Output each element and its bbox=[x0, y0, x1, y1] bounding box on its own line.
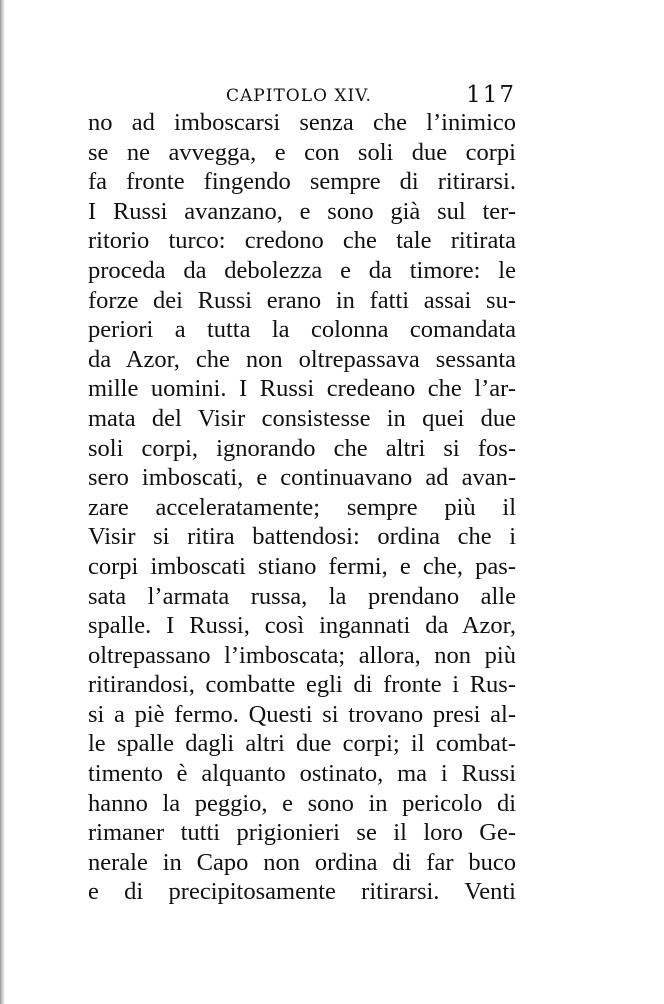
text-line: rimaner tutti prigionieri se il loro Ge- bbox=[88, 819, 516, 847]
text-line: timento è alquanto ostinato, ma i Russi bbox=[88, 760, 516, 788]
text-line: ritorio turco: credono che tale ritirata bbox=[88, 227, 516, 255]
text-line: sata l’armata russa, la prendano alle bbox=[88, 582, 516, 610]
text-line: fa fronte fingendo sempre di ritirarsi. bbox=[88, 168, 516, 196]
text-line: hanno la peggio, e sono in pericolo di bbox=[88, 789, 516, 817]
text-line: I Russi avanzano, e sono già sul ter- bbox=[88, 197, 516, 225]
text-line: ritirandosi, combatte egli di fronte i Rus- bbox=[88, 671, 516, 699]
text-line: spalle. I Russi, così ingannati da Azor, bbox=[88, 612, 516, 640]
text-line: e di precipitosamente ritirarsi. Venti bbox=[88, 878, 516, 906]
page-number: 117 bbox=[466, 82, 516, 108]
chapter-title: CAPITOLO XIV. bbox=[226, 86, 372, 106]
page-edge-shadow bbox=[0, 0, 5, 1004]
text-line: oltrepassano l’imboscata; allora, non più bbox=[88, 641, 516, 669]
body-text bbox=[88, 108, 516, 907]
text-line: no ad imboscarsi senza che l’inimico bbox=[88, 109, 516, 136]
running-head bbox=[226, 84, 516, 110]
text-line: periori a tutta la colonna comandata bbox=[88, 316, 516, 344]
text-line: Visir si ritira battendosi: ordina che i bbox=[88, 523, 516, 551]
text-line: da Azor, che non oltrepassava sessanta bbox=[88, 345, 516, 373]
text-line: nerale in Capo non ordina di far buco bbox=[88, 848, 516, 876]
text-line: soli corpi, ignorando che altri si fos- bbox=[88, 434, 516, 462]
text-line: mille uomini. I Russi credeano che l’ar- bbox=[88, 375, 516, 403]
text-line: le spalle dagli altri due corpi; il combat- bbox=[88, 730, 516, 758]
text-line: sero imboscati, e continuavano ad avan- bbox=[88, 464, 516, 492]
text-line: mata del Visir consistesse in quei due bbox=[88, 404, 516, 432]
text-line: se ne avvegga, e con soli due corpi bbox=[88, 138, 516, 166]
text-line: proceda da debolezza e da timore: le bbox=[88, 256, 516, 284]
text-line: forze dei Russi erano in fatti assai su- bbox=[88, 286, 516, 314]
text-line: corpi imboscati stiano fermi, e che, pas- bbox=[88, 552, 516, 580]
text-line: zare acceleratamente; sempre più il bbox=[88, 493, 516, 521]
text-line: si a piè fermo. Questi si trovano presi al- bbox=[88, 700, 516, 728]
